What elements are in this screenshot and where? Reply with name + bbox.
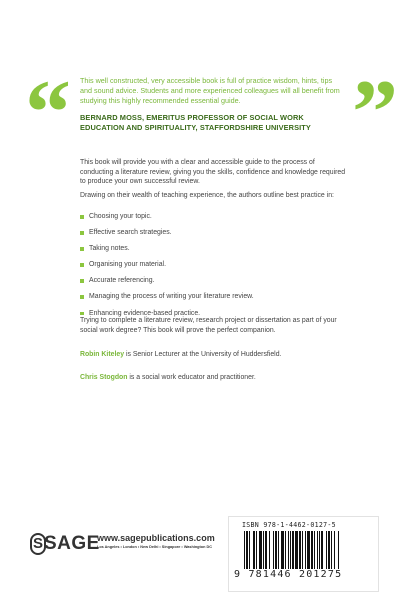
list-item xyxy=(80,260,350,276)
barcode-bar xyxy=(295,531,298,569)
barcode-bar xyxy=(246,531,248,569)
best-practice-intro: Drawing on their wealth of teaching experience, the authors outline best practice in: xyxy=(80,192,334,199)
barcode-bar xyxy=(302,531,303,569)
barcode-bar xyxy=(307,531,310,569)
bullet-square-icon xyxy=(80,312,84,316)
list-item xyxy=(80,276,350,292)
list-item xyxy=(80,212,350,228)
barcode-bar xyxy=(334,531,335,569)
barcode-bar xyxy=(273,531,274,569)
barcode-bar xyxy=(288,531,289,569)
barcode-bar xyxy=(319,531,320,569)
intro-paragraph: This book will provide you with a clear and accessible guide to the process of conducting a literature review, giving you the skills, confidence and knowledge required to produce your own successful review. xyxy=(80,159,346,186)
barcode-digits: 9 781446 201275 xyxy=(234,569,343,580)
barcode-bar xyxy=(317,531,318,569)
bullet-square-icon xyxy=(80,295,84,299)
bullet-square-icon xyxy=(80,279,84,283)
barcode-bar xyxy=(263,531,264,569)
endorsement-quote: This well constructed, very accessible book is full of practice wisdom, hints, tips and sound advice. Students and more experienced colleagues will all benefit from studying this highly recommended essential guide. xyxy=(80,76,340,105)
barcode-bar xyxy=(305,531,306,569)
barcode-bar xyxy=(249,531,250,569)
barcode-bar xyxy=(292,531,294,569)
list-item xyxy=(80,228,350,244)
barcode-bar xyxy=(331,531,332,569)
list-item-text: Managing the process of writing your literature review. xyxy=(89,293,254,301)
list-item-text: Organising your material. xyxy=(89,261,166,269)
barcode-bar xyxy=(311,531,313,569)
author-name: Chris Stogdon xyxy=(80,374,128,381)
barcode-bar xyxy=(338,531,339,569)
bullet-square-icon xyxy=(80,247,84,251)
barcode-bar xyxy=(326,531,327,569)
publisher-url: www.sagepublications.com xyxy=(97,533,215,543)
barcode-bar xyxy=(281,531,284,569)
author-role: is a social work educator and practitioner. xyxy=(127,374,256,381)
closing-paragraph: Trying to complete a literature review, research project or dissertation as part of your social work degree? This book will prove the perfect companion. xyxy=(80,317,337,334)
barcode-bar xyxy=(314,531,315,569)
barcode-bar xyxy=(259,531,262,569)
barcode-bar xyxy=(321,531,323,569)
barcode-bar xyxy=(285,531,286,569)
list-item-text: Effective search strategies. xyxy=(89,229,172,237)
author-bio xyxy=(80,350,360,360)
barcode-bar xyxy=(275,531,277,569)
barcode-bar xyxy=(299,531,301,569)
list-item xyxy=(80,244,350,260)
sage-logo-word: SAGE xyxy=(44,533,100,554)
barcode-bars xyxy=(244,531,371,569)
barcode-bar xyxy=(278,531,279,569)
barcode-bar xyxy=(265,531,267,569)
open-quote-mark: “ xyxy=(25,61,71,163)
author-role: is Senior Lecturer at the University of Huddersfield. xyxy=(124,351,282,358)
best-practice-list xyxy=(80,212,350,325)
list-item-text: Enhancing evidence-based practice. xyxy=(89,309,201,317)
close-quote-mark: ” xyxy=(352,61,398,163)
barcode-bar xyxy=(253,531,255,569)
barcode-bar xyxy=(244,531,245,569)
bullet-square-icon xyxy=(80,215,84,219)
list-item xyxy=(80,292,350,308)
author-name: Robin Kiteley xyxy=(80,351,125,358)
list-item-text: Accurate referencing. xyxy=(89,277,155,285)
barcode-bar xyxy=(256,531,257,569)
bullet-square-icon xyxy=(80,231,84,235)
list-item-text: Choosing your topic. xyxy=(89,213,152,220)
bullet-square-icon xyxy=(80,263,84,267)
publisher-cities: Los Angeles • London • New Delhi • Singapore • Washington DC xyxy=(97,545,212,549)
barcode-bar xyxy=(328,531,330,569)
barcode-bar xyxy=(269,531,270,569)
barcode-bar xyxy=(290,531,291,569)
sage-logo-mark: S xyxy=(30,533,46,555)
endorsement-attribution: BERNARD MOSS, EMERITUS PROFESSOR OF SOCIAL WORK EDUCATION AND SPIRITUALITY, STAFFORDSHIRE UNIVERSITY xyxy=(80,113,311,132)
isbn-label: ISBN 978-1-4462-0127-5 xyxy=(242,521,336,529)
author-bio xyxy=(80,373,360,383)
list-item-text: Taking notes. xyxy=(89,245,130,253)
